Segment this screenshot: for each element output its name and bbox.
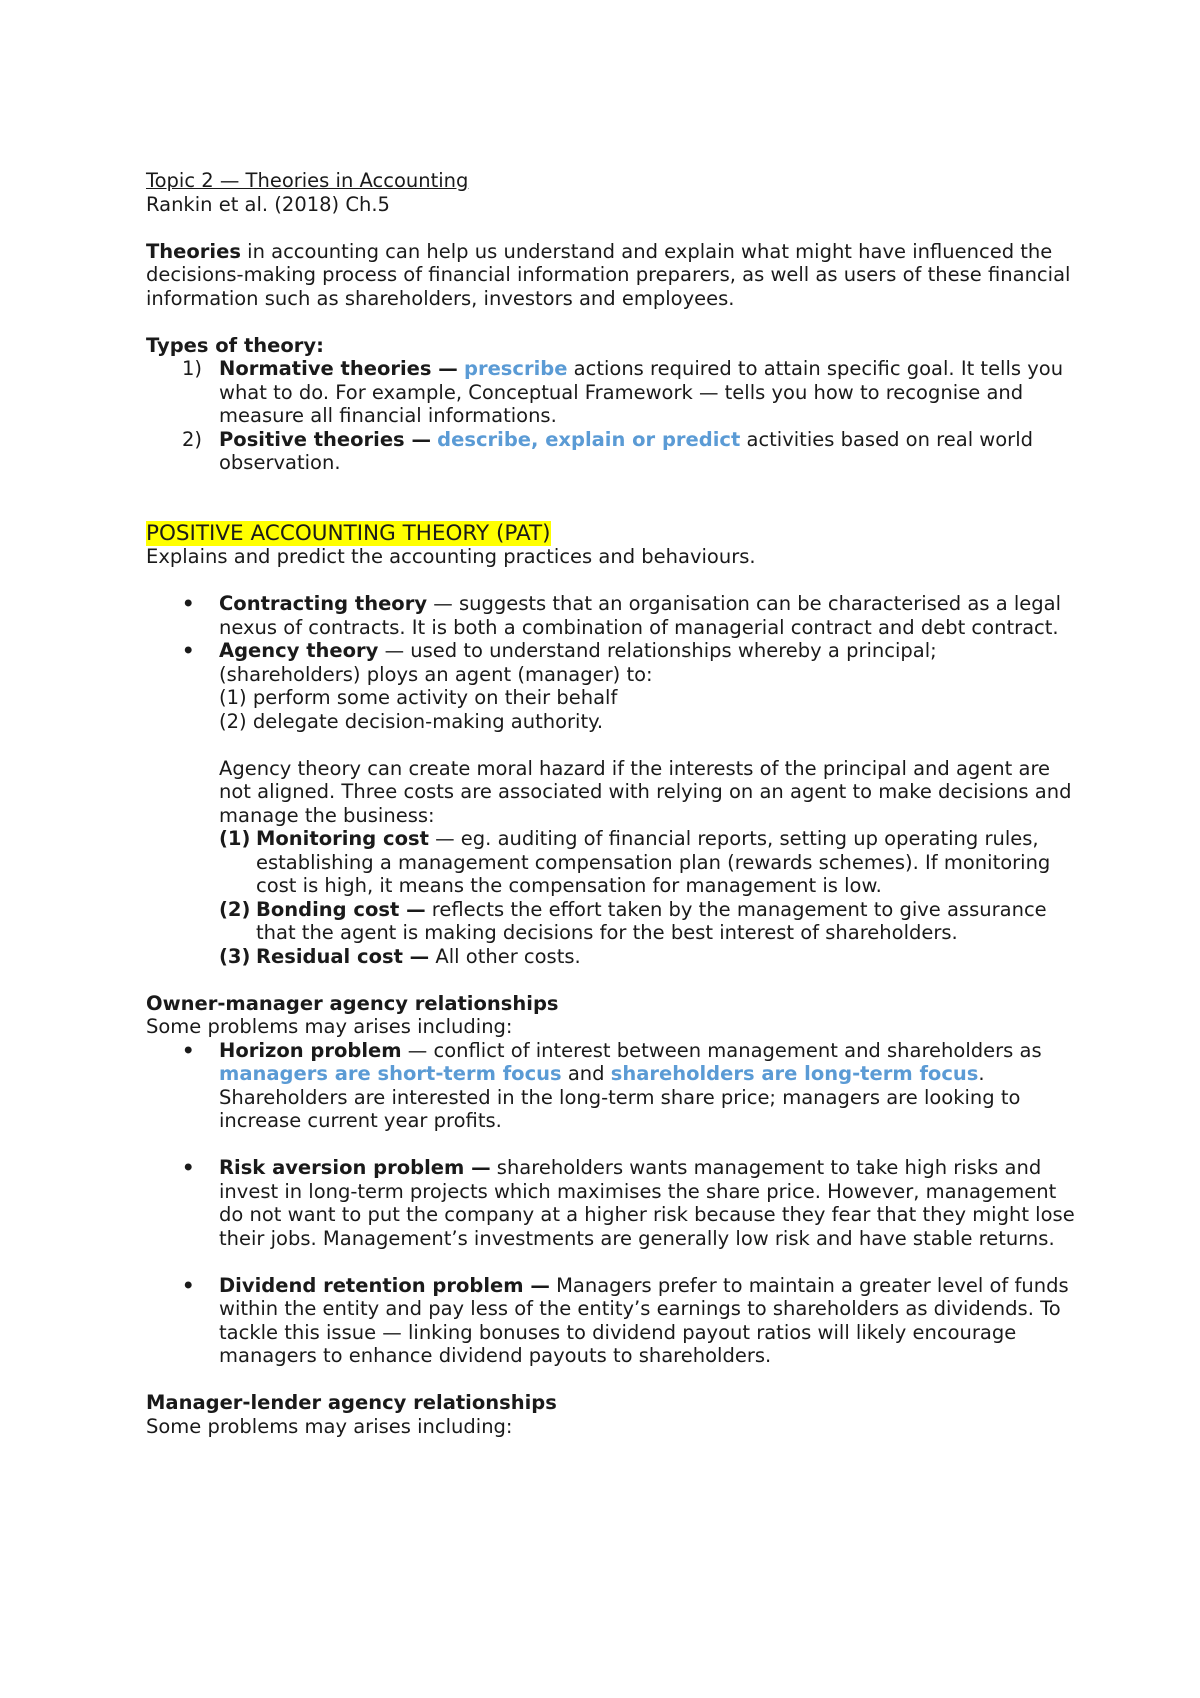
list-item — [146, 428, 1076, 475]
bullet-icon: • — [182, 592, 195, 615]
item-text: — suggests that an organisation can be characterised as a legal nexus of contracts. It is both a combination of managerial contract and debt contract. — [219, 592, 1061, 639]
list-item — [146, 898, 1076, 945]
list-marker: 2) — [182, 427, 203, 451]
key-phrase: describe, explain or predict — [437, 427, 741, 451]
key-phrase: managers are short-term focus — [219, 1062, 562, 1085]
term: Agency theory — [219, 639, 379, 662]
item-text: — used to understand relationships whereby a principal; (shareholders) ploys an agent (manager) to: — [219, 639, 937, 686]
pat-subtitle: Explains and predict the accounting practices and behaviours. — [146, 545, 756, 568]
list-item — [146, 639, 1076, 733]
owner-manager-list — [146, 1039, 1076, 1368]
document-page — [146, 169, 1076, 1438]
intro-bold-term: Theories — [146, 239, 241, 263]
list-item — [146, 827, 1076, 898]
term: Risk aversion problem — — [219, 1156, 491, 1179]
key-phrase: shareholders are long-term focus — [610, 1062, 979, 1085]
document-title: Topic 2 — Theories in Accounting — [146, 169, 469, 192]
intro-paragraph — [146, 240, 1076, 311]
item-text: All other costs. — [429, 944, 581, 968]
bullet-icon: • — [182, 1038, 195, 1062]
term: Dividend retention problem — — [219, 1273, 550, 1297]
highlighted-heading: POSITIVE ACCOUNTING THEORY (PAT) — [146, 520, 551, 546]
agency-paragraph: Agency theory can create moral hazard if the interests of the principal and agent are not aligned. Three costs are associated with relying on an agent to make decisions and manage the business: — [219, 756, 1072, 827]
manager-lender-lead: Some problems may arises including: — [146, 1414, 513, 1438]
list-marker: (3) — [219, 944, 251, 968]
list-item — [146, 1156, 1076, 1250]
agency-costs-list — [146, 827, 1076, 968]
list-marker: (1) — [219, 827, 251, 850]
pat-heading — [146, 522, 1076, 546]
bullet-icon: • — [182, 639, 195, 662]
owner-manager-lead: Some problems may arises including: — [146, 1015, 513, 1038]
term: Bonding cost — — [256, 897, 426, 921]
owner-manager-heading: Owner-manager agency relationships — [146, 991, 559, 1015]
agency-line-2: (2) delegate decision-making authority. — [219, 709, 604, 733]
term: Monitoring cost — [256, 827, 429, 850]
list-marker: 1) — [182, 357, 203, 380]
types-list — [146, 357, 1076, 475]
list-item: • Horizon problem — conflict of interest between management and shareholders as managers are short-term focus and shareholders are long-term focus. Shareholders are interested in the long-term share price; managers are looking to increase current year profits. — [182, 1038, 1042, 1132]
pat-bullet-list — [146, 592, 1076, 733]
term: Horizon problem — [219, 1038, 402, 1062]
bullet-icon: • — [182, 1273, 195, 1297]
reference-line: Rankin et al. (2018) Ch.5 — [146, 192, 390, 216]
item-text: shareholders wants management to take high risks and invest in long-term projects which maximises the share price. However, management do not want to put the company at a higher risk because they fear that they might lose their jobs. Management’s investments are generally low risk and have stable returns. — [219, 1156, 1075, 1250]
key-phrase: prescribe — [464, 357, 568, 380]
item-text: — eg. auditing of financial reports, setting up operating rules, establishing a management compensation plan (rewards schemes). If monitoring cost is high, it means the compensation for management is low. — [256, 827, 1051, 897]
manager-lender-heading: Manager-lender agency relationships — [146, 1391, 557, 1414]
item-text: reflects the effort taken by the management to give assurance that the agent is making decisions for the best interest of shareholders. — [256, 897, 1047, 944]
term: Contracting theory — [219, 592, 428, 615]
item-text: actions required to attain specific goal. It tells you what to do. For example, Conceptual Framework — tells you how to recognise and measure all financial informations. — [219, 357, 1064, 427]
item-text: activities based on real world observation. — [219, 427, 1033, 474]
term: Normative theories — — [219, 357, 458, 380]
list-item — [146, 592, 1076, 639]
types-heading: Types of theory: — [146, 333, 324, 357]
agency-line-1: (1) perform some activity on their behalf — [219, 686, 618, 709]
term: Residual cost — — [256, 944, 430, 968]
list-item — [146, 1274, 1076, 1368]
list-marker: (2) — [219, 897, 251, 921]
bullet-icon: • — [182, 1156, 195, 1179]
list-item — [146, 945, 1076, 969]
term: Positive theories — — [219, 427, 431, 451]
item-text: Managers prefer to maintain a greater level of funds within the entity and pay less of the entity’s earnings to shareholders as dividends. To tackle this issue — linking bonuses to dividend payout ratios will likely encourage managers to enhance dividend payouts to shareholders. — [219, 1273, 1069, 1367]
list-item — [146, 357, 1076, 428]
intro-text: in accounting can help us understand and explain what might have influenced the decisions-making process of financial information preparers, as well as users of these financial information such as shareholders, investors and employees. — [146, 239, 1071, 310]
